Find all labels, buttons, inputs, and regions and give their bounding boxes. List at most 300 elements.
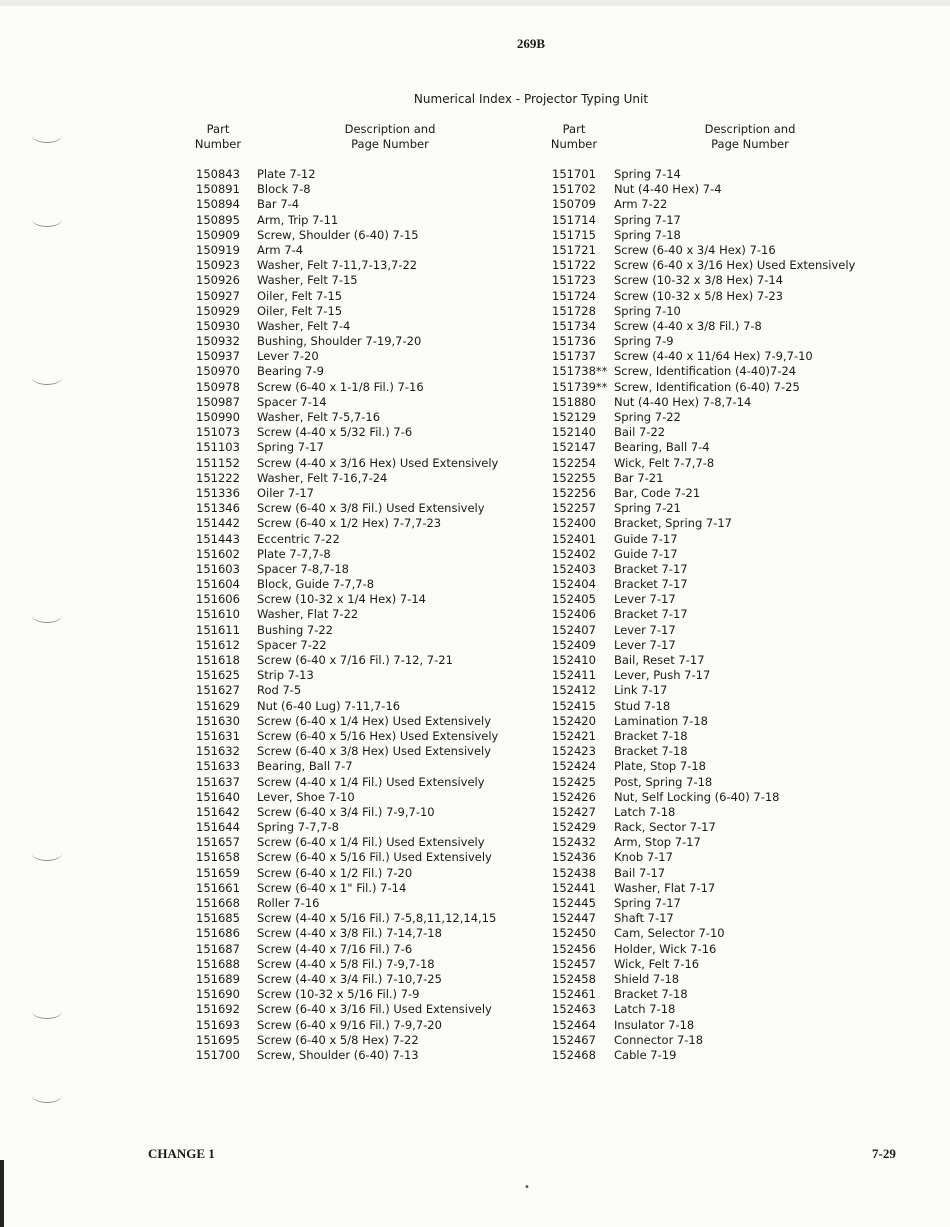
binder-hole-mark	[32, 1004, 62, 1019]
index-row	[552, 607, 942, 622]
part-number: 152447	[552, 911, 596, 926]
part-number: 152445	[552, 896, 596, 910]
index-row	[552, 790, 942, 805]
part-number: 151633	[196, 759, 240, 774]
index-row	[552, 744, 942, 759]
index-row	[552, 334, 942, 349]
index-row	[552, 349, 942, 364]
index-row	[552, 471, 942, 486]
part-number: 151442	[196, 516, 240, 531]
index-row	[196, 319, 536, 334]
index-row	[196, 562, 536, 577]
part-description: Bar, Code 7-21	[614, 485, 701, 500]
part-description: Lever 7-17	[614, 592, 676, 607]
index-row	[196, 926, 536, 941]
part-description: Stud 7-18	[614, 698, 671, 713]
part-description: Nut (4-40 Hex) 7-4	[614, 182, 722, 197]
index-row	[196, 623, 536, 638]
part-number: 152400	[552, 516, 596, 531]
index-row	[196, 289, 536, 304]
index-row	[552, 182, 942, 197]
part-number: 150990	[196, 410, 240, 424]
part-number: 152458	[552, 971, 596, 986]
index-row	[196, 653, 536, 668]
part-description: Cable 7-19	[614, 1047, 677, 1062]
part-number: 152404	[552, 577, 596, 592]
part-description: Bail 7-22	[614, 425, 666, 440]
part-description: Screw (4-40 x 3/16 Hex) Used Extensively	[257, 455, 499, 470]
index-row	[196, 577, 536, 592]
index-row	[196, 486, 536, 501]
part-description: Latch 7-18	[614, 804, 676, 819]
part-number: 151443	[196, 531, 240, 546]
part-description: Screw (6-40 x 3/16 Fil.) Used Extensively	[257, 1002, 492, 1017]
index-row	[196, 775, 536, 790]
index-row	[196, 942, 536, 957]
index-row	[196, 607, 536, 622]
index-row	[552, 623, 942, 638]
part-number: 150937	[196, 349, 240, 364]
page-number: 7-29	[872, 1146, 896, 1161]
index-row	[552, 835, 942, 850]
index-row	[552, 562, 942, 577]
index-row	[196, 349, 536, 364]
index-row	[552, 319, 942, 334]
part-number: 151714	[552, 212, 596, 227]
part-description: Lever, Push 7-17	[614, 668, 711, 683]
part-number: 151689	[196, 971, 240, 986]
part-description: Screw (6-40 x 5/16 Fil.) Used Extensively	[257, 850, 492, 865]
index-row	[552, 364, 942, 379]
part-number: 152468	[552, 1047, 596, 1062]
index-row	[552, 1033, 942, 1048]
index-row	[552, 243, 942, 258]
part-number: 151736	[552, 334, 596, 349]
index-row	[552, 896, 942, 911]
part-number: 151723	[552, 273, 596, 288]
right-description-header: Description and Page Number	[704, 122, 796, 151]
index-row	[196, 987, 536, 1002]
part-number: 150843	[196, 167, 240, 181]
part-description: Screw (6-40 x 1" Fil.) 7-14	[257, 880, 407, 895]
left-part-number-header: Part Number	[194, 122, 242, 151]
index-row	[552, 699, 942, 714]
index-row	[552, 759, 942, 774]
part-number: 151630	[196, 713, 240, 728]
part-number: 152411	[552, 668, 596, 683]
index-row	[552, 592, 942, 607]
part-description: Bracket 7-18	[614, 987, 688, 1002]
part-number: 150932	[196, 334, 240, 349]
part-description: Spring 7-9	[614, 334, 674, 349]
index-row	[552, 410, 942, 425]
index-row	[552, 972, 942, 987]
part-description: Wick, Felt 7-7,7-8	[614, 455, 715, 470]
part-number: 151606	[196, 592, 240, 607]
part-number: 152450	[552, 926, 596, 941]
part-description: Screw (4-40 x 3/4 Fil.) 7-10,7-25	[257, 971, 442, 986]
part-description: Screw (6-40 x 5/8 Hex) 7-22	[257, 1032, 419, 1047]
part-number: 152403	[552, 561, 596, 576]
part-number: 152257	[552, 501, 596, 516]
part-number: 150891	[196, 182, 240, 197]
part-description: Washer, Felt 7-15	[257, 273, 358, 288]
part-number: 151602	[196, 546, 240, 561]
part-description: Arm, Trip 7-11	[257, 212, 339, 227]
part-number: 151603	[196, 561, 240, 576]
part-description: Eccentric 7-22	[257, 531, 340, 546]
part-description: Spring 7-21	[614, 501, 681, 516]
index-row	[552, 1018, 942, 1033]
part-number: 151688	[196, 956, 240, 971]
part-number: 151721	[552, 242, 596, 257]
part-number: 150923	[196, 258, 240, 273]
part-number: 151152	[196, 455, 240, 470]
part-description: Bushing, Shoulder 7-19,7-20	[257, 334, 422, 349]
part-number: 152147	[552, 440, 596, 455]
index-row	[196, 592, 536, 607]
binder-hole-mark	[32, 370, 62, 385]
part-description: Screw (10-32 x 3/8 Hex) 7-14	[614, 273, 783, 288]
part-number: 152467	[552, 1032, 596, 1047]
part-description: Screw (6-40 x 3/16 Hex) Used Extensively	[614, 258, 856, 273]
index-row	[196, 167, 536, 182]
index-row	[196, 440, 536, 455]
index-row	[552, 547, 942, 562]
index-row	[196, 699, 536, 714]
part-number: 152429	[552, 820, 596, 835]
part-description: Screw (4-40 x 5/16 Fil.) 7-5,8,11,12,14,15	[257, 911, 497, 926]
part-description: Holder, Wick 7-16	[614, 941, 717, 956]
part-description: Washer, Flat 7-22	[257, 607, 359, 622]
part-description: Bar 7-21	[614, 470, 664, 485]
part-description: Screw (6-40 x 1/2 Fil.) 7-20	[257, 865, 413, 880]
index-row	[552, 866, 942, 881]
part-number: 150926	[196, 273, 240, 288]
part-number: 150978	[196, 379, 240, 394]
index-row	[552, 668, 942, 683]
part-description: Spring 7-18	[614, 227, 681, 242]
index-row	[196, 759, 536, 774]
part-description: Nut (6-40 Lug) 7-11,7-16	[257, 698, 401, 713]
part-description: Screw, Shoulder (6-40) 7-15	[257, 227, 419, 242]
part-description: Spring 7-10	[614, 303, 681, 318]
binder-hole-mark	[32, 1088, 62, 1103]
part-number: 151657	[196, 835, 240, 850]
part-number: 151627	[196, 683, 240, 698]
index-row	[552, 516, 942, 531]
index-row	[552, 942, 942, 957]
part-description: Oiler, Felt 7-15	[257, 288, 343, 303]
part-description: Roller 7-16	[257, 896, 320, 910]
index-row	[196, 532, 536, 547]
part-number: 150929	[196, 303, 240, 318]
index-row	[196, 790, 536, 805]
part-description: Screw (6-40 x 3/4 Fil.) 7-9,7-10	[257, 804, 435, 819]
index-row	[196, 273, 536, 288]
index-row	[196, 197, 536, 212]
part-number: 152438	[552, 865, 596, 880]
part-number: 152424	[552, 759, 596, 774]
part-number: 151701	[552, 167, 596, 181]
index-row	[196, 516, 536, 531]
index-row	[196, 683, 536, 698]
part-description: Washer, Felt 7-16,7-24	[257, 470, 388, 485]
part-number: 151659	[196, 865, 240, 880]
part-number: 152461	[552, 987, 596, 1002]
index-row	[196, 911, 536, 926]
index-row	[552, 228, 942, 243]
part-description: Screw (4-40 x 3/8 Fil.) 7-8	[614, 318, 762, 333]
part-number: 152407	[552, 622, 596, 637]
part-number: 151724	[552, 288, 596, 303]
part-description: Bushing 7-22	[257, 622, 333, 637]
document-number: 269B	[516, 36, 546, 51]
part-number: 151222	[196, 470, 240, 485]
index-row	[552, 775, 942, 790]
index-row	[552, 213, 942, 228]
part-number: 152457	[552, 956, 596, 971]
part-number: 150970	[196, 364, 240, 379]
index-row	[196, 410, 536, 425]
index-row	[196, 228, 536, 243]
part-number: 150930	[196, 318, 240, 333]
part-description: Screw, Identification (6-40) 7-25	[614, 379, 800, 394]
part-number: 152456	[552, 941, 596, 956]
part-number: 152140	[552, 425, 596, 440]
part-description: Screw (6-40 x 1/2 Hex) 7-7,7-23	[257, 516, 442, 531]
part-number: 152406	[552, 607, 596, 622]
part-description: Screw (4-40 x 11/64 Hex) 7-9,7-10	[614, 349, 813, 364]
part-description: Rod 7-5	[257, 683, 302, 698]
part-number: 151612	[196, 637, 240, 652]
part-number: 152423	[552, 744, 596, 759]
index-row	[196, 866, 536, 881]
part-number: 152402	[552, 546, 596, 561]
part-description: Nut (4-40 Hex) 7-8,7-14	[614, 394, 752, 409]
part-number: 152401	[552, 531, 596, 546]
part-description: Screw (4-40 x 7/16 Fil.) 7-6	[257, 941, 413, 956]
part-number: 151690	[196, 987, 240, 1002]
index-row	[552, 167, 942, 182]
part-description: Nut, Self Locking (6-40) 7-18	[614, 789, 780, 804]
index-row	[552, 957, 942, 972]
index-row	[552, 653, 942, 668]
part-description: Washer, Felt 7-11,7-13,7-22	[257, 258, 418, 273]
index-row	[196, 1018, 536, 1033]
binder-hole-mark	[32, 608, 62, 623]
part-number: 151073	[196, 425, 240, 440]
index-row	[552, 501, 942, 516]
part-number: 151346	[196, 501, 240, 516]
part-number: 152421	[552, 728, 596, 743]
part-description: Screw (10-32 x 1/4 Hex) 7-14	[257, 592, 426, 607]
part-number: 151661	[196, 880, 240, 895]
part-description: Screw, Identification (4-40)7-24	[614, 364, 797, 379]
part-number: 151700	[196, 1047, 240, 1062]
part-description: Bracket 7-17	[614, 577, 688, 592]
scan-speck: •	[524, 1182, 530, 1193]
part-number: 152255	[552, 470, 596, 485]
part-number: 151644	[196, 820, 240, 835]
part-description: Screw (6-40 x 7/16 Fil.) 7-12, 7-21	[257, 653, 453, 667]
index-row	[552, 683, 942, 698]
index-row	[196, 547, 536, 562]
index-row	[552, 456, 942, 471]
part-description: Bail 7-17	[614, 865, 666, 880]
part-description: Lever 7-17	[614, 637, 676, 652]
index-row	[196, 243, 536, 258]
index-row	[552, 987, 942, 1002]
part-description: Shaft 7-17	[614, 911, 674, 926]
part-number: 152129	[552, 410, 596, 424]
part-description: Oiler 7-17	[257, 485, 315, 500]
part-description: Bracket, Spring 7-17	[614, 516, 732, 531]
index-row	[196, 957, 536, 972]
part-number: 151658	[196, 850, 240, 865]
index-row	[196, 729, 536, 744]
index-row	[196, 1033, 536, 1048]
part-description: Bracket 7-18	[614, 728, 688, 743]
part-number: 151668	[196, 896, 240, 910]
part-description: Spacer 7-22	[257, 637, 327, 652]
index-row	[196, 334, 536, 349]
part-description: Insulator 7-18	[614, 1017, 695, 1032]
index-row	[196, 835, 536, 850]
page-title: Numerical Index - Projector Typing Unit	[413, 92, 649, 106]
index-row	[552, 729, 942, 744]
part-number: 151687	[196, 941, 240, 956]
index-row	[196, 380, 536, 395]
part-description: Knob 7-17	[614, 850, 673, 865]
part-number: 152441	[552, 880, 596, 895]
index-row	[196, 395, 536, 410]
index-row	[552, 881, 942, 896]
part-number: 152420	[552, 713, 596, 728]
part-number: 150709	[552, 197, 596, 212]
part-number: 151734	[552, 318, 596, 333]
index-row	[552, 638, 942, 653]
part-description: Plate 7-12	[257, 167, 316, 181]
part-description: Spacer 7-8,7-18	[257, 561, 349, 576]
part-description: Screw (10-32 x 5/8 Hex) 7-23	[614, 288, 783, 303]
part-description: Bar 7-4	[257, 197, 300, 212]
part-number: 151631	[196, 728, 240, 743]
part-description: Screw (6-40 x 9/16 Fil.) 7-9,7-20	[257, 1017, 442, 1032]
part-number: 151685	[196, 911, 240, 926]
part-description: Screw (6-40 x 1/4 Hex) Used Extensively	[257, 713, 492, 728]
part-description: Spacer 7-14	[257, 394, 327, 409]
part-description: Plate 7-7,7-8	[257, 546, 331, 561]
part-number: 152426	[552, 789, 596, 804]
part-description: Arm, Stop 7-17	[614, 835, 701, 850]
part-description: Spring 7-22	[614, 410, 681, 424]
index-row	[552, 425, 942, 440]
part-description: Block, Guide 7-7,7-8	[257, 577, 375, 592]
part-description: Bail, Reset 7-17	[614, 653, 705, 667]
part-description: Screw (6-40 x 1-1/8 Fil.) 7-16	[257, 379, 424, 394]
part-description: Spring 7-14	[614, 167, 681, 181]
part-number: 151336	[196, 485, 240, 500]
part-number: 151728	[552, 303, 596, 318]
part-number: 152415	[552, 698, 596, 713]
index-row	[196, 881, 536, 896]
index-row	[552, 820, 942, 835]
right-index-column	[552, 167, 942, 1063]
part-number: 150919	[196, 242, 240, 257]
index-row	[196, 714, 536, 729]
part-number: 151722	[552, 258, 596, 273]
index-row	[196, 501, 536, 516]
part-number: 152410	[552, 653, 596, 667]
part-description: Strip 7-13	[257, 668, 314, 683]
index-row	[552, 577, 942, 592]
part-number: 151604	[196, 577, 240, 592]
change-notice: CHANGE 1	[148, 1146, 215, 1161]
part-number: 152463	[552, 1002, 596, 1017]
part-description: Screw (4-40 x 5/8 Fil.) 7-9,7-18	[257, 956, 435, 971]
index-row	[196, 471, 536, 486]
part-description: Bearing, Ball 7-4	[614, 440, 710, 455]
part-number: 151642	[196, 804, 240, 819]
part-number: 151880	[552, 394, 596, 409]
part-description: Wick, Felt 7-16	[614, 956, 700, 971]
part-description: Screw (4-40 x 3/8 Fil.) 7-14,7-18	[257, 926, 442, 941]
part-number: 151629	[196, 698, 240, 713]
index-row	[552, 197, 942, 212]
index-row	[552, 304, 942, 319]
part-number: 151610	[196, 607, 240, 622]
index-row	[196, 850, 536, 865]
index-row	[552, 380, 942, 395]
index-row	[196, 182, 536, 197]
part-description: Link 7-17	[614, 683, 668, 698]
part-description: Block 7-8	[257, 182, 311, 197]
index-row	[196, 668, 536, 683]
part-number: 151103	[196, 440, 240, 455]
part-description: Screw (4-40 x 1/4 Fil.) Used Extensively	[257, 774, 485, 789]
part-description: Lamination 7-18	[614, 713, 708, 728]
index-row	[196, 744, 536, 759]
scan-edge-bar	[0, 1160, 4, 1227]
index-row	[552, 273, 942, 288]
index-row	[196, 972, 536, 987]
part-description: Lever 7-20	[257, 349, 319, 364]
index-row	[196, 805, 536, 820]
index-row	[552, 926, 942, 941]
part-number: 152254	[552, 455, 596, 470]
part-description: Plate, Stop 7-18	[614, 759, 706, 774]
part-description: Bearing 7-9	[257, 364, 324, 379]
index-row	[196, 425, 536, 440]
part-description: Connector 7-18	[614, 1032, 704, 1047]
part-description: Screw, Shoulder (6-40) 7-13	[257, 1047, 419, 1062]
part-description: Washer, Felt 7-5,7-16	[257, 410, 381, 424]
part-description: Guide 7-17	[614, 546, 678, 561]
part-number: 151693	[196, 1017, 240, 1032]
part-description: Lever, Shoe 7-10	[257, 789, 355, 804]
part-description: Lever 7-17	[614, 622, 676, 637]
index-row	[552, 395, 942, 410]
part-number: 151695	[196, 1032, 240, 1047]
part-number: 152427	[552, 804, 596, 819]
page-top-edge	[0, 0, 950, 6]
part-description: Screw (10-32 x 5/16 Fil.) 7-9	[257, 987, 420, 1002]
part-number: 151618	[196, 653, 240, 667]
part-number: 152412	[552, 683, 596, 698]
left-description-header: Description and Page Number	[344, 122, 436, 151]
part-description: Shield 7-18	[614, 971, 680, 986]
